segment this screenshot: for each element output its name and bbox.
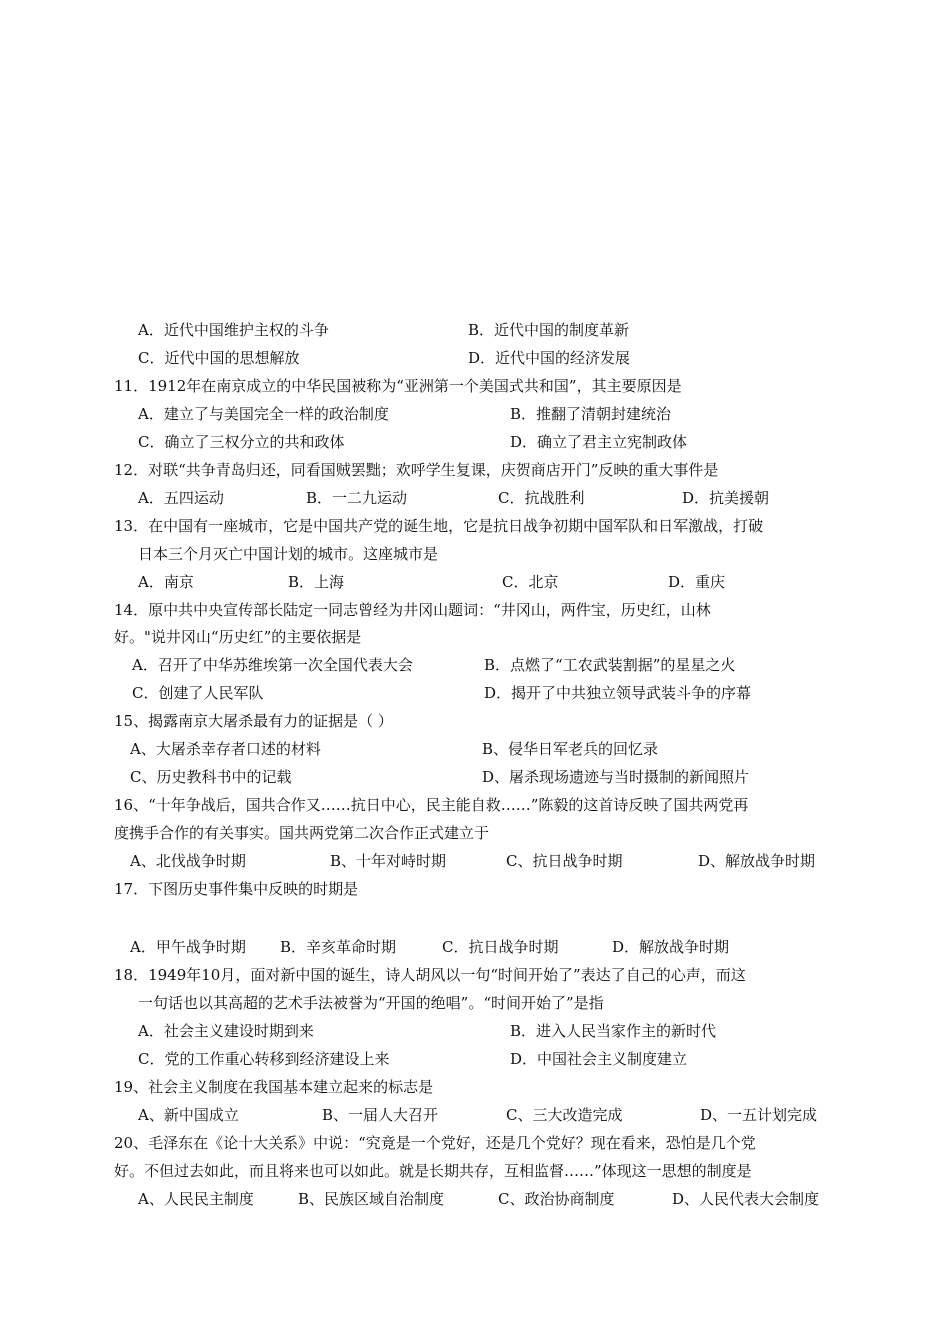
q15-option-a: A、大屠杀幸存者口述的材料 [130, 740, 321, 758]
q11-option-a: A．建立了与美国完全一样的政治制度 [138, 405, 389, 423]
q17-option-b: B．辛亥革命时期 [280, 938, 397, 956]
q14-stem-line2: 好。"说井冈山“历史红”的主要依据是 [114, 628, 362, 646]
q12-option-a: A．五四运动 [138, 489, 224, 507]
q18-stem-line1: 18．1949年10月，面对新中国的诞生，诗人胡风以一句“时间开始了”表达了自己的心声，而这 [114, 966, 746, 984]
q11-stem: 11．1912年在南京成立的中华民国被称为“亚洲第一个美国式共和国”，其主要原因是 [114, 377, 682, 395]
q14-option-d: D．揭开了中共独立领导武装斗争的序幕 [484, 684, 752, 702]
q16-stem-line2: 度携手合作的有关事实。国共两党第二次合作正式建立于 [114, 824, 490, 842]
q12-option-b: B．一二九运动 [306, 489, 408, 507]
q19-option-c: C、三大改造完成 [506, 1106, 623, 1124]
q10-option-a: A．近代中国维护主权的斗争 [138, 321, 329, 339]
q20-option-b: B、民族区域自治制度 [298, 1190, 445, 1208]
q13-stem-line2: 日本三个月灭亡中国计划的城市。这座城市是 [138, 545, 439, 563]
q20-stem-line1: 20、毛泽东在《论十大关系》中说：“究竟是一个党好，还是几个党好？现在看来，恐怕是几个党 [114, 1134, 756, 1152]
q18-stem-line2: 一句话也以其高超的艺术手法被誉为“开国的绝唱”。“时间开始了”是指 [138, 994, 604, 1012]
q11-option-b: B．推翻了清朝封建统治 [510, 405, 672, 423]
q19-stem: 19、社会主义制度在我国基本建立起来的标志是 [114, 1078, 434, 1096]
q15-option-c: C、历史教科书中的记载 [130, 768, 292, 786]
q19-option-d: D、一五计划完成 [700, 1106, 818, 1124]
q16-option-b: B、十年对峙时期 [330, 852, 447, 870]
q11-option-d: D．确立了君主立宪制政体 [510, 433, 688, 451]
q15-option-d: D、屠杀现场遗迹与当时摄制的新闻照片 [482, 768, 750, 786]
q20-stem-line2: 好。不但过去如此，而且将来也可以如此。就是长期共存，互相监督……”体现这一思想的制度是 [114, 1162, 752, 1180]
q11-option-c: C．确立了三权分立的共和政体 [138, 433, 345, 451]
q13-option-b: B．上海 [288, 573, 345, 591]
q20-option-c: C、政治协商制度 [498, 1190, 615, 1208]
q19-option-b: B、一届人大召开 [322, 1106, 439, 1124]
q10-option-d: D．近代中国的经济发展 [468, 349, 631, 367]
q17-option-a: A．甲午战争时期 [130, 938, 246, 956]
q16-stem-line1: 16、“十年争战后，国共合作又……抗日中心，民主能自救……”陈毅的这首诗反映了国共两党再 [114, 796, 749, 814]
q16-option-d: D、解放战争时期 [698, 852, 816, 870]
q14-option-a: A．召开了中华苏维埃第一次全国代表大会 [132, 656, 413, 674]
q17-option-c: C．抗日战争时期 [442, 938, 559, 956]
q13-option-c: C．北京 [502, 573, 559, 591]
q12-option-d: D．抗美援朝 [682, 489, 770, 507]
q19-option-a: A、新中国成立 [138, 1106, 239, 1124]
q16-option-c: C、抗日战争时期 [506, 852, 623, 870]
q15-stem: 15、揭露南京大屠杀最有力的证据是（ ） [114, 712, 393, 730]
q20-option-d: D、人民代表大会制度 [672, 1190, 820, 1208]
q14-stem-line1: 14．原中共中央宣传部长陆定一同志曾经为井冈山题词：“井冈山，两件宝，历史红，山林 [114, 601, 711, 619]
q12-stem: 12．对联“共争青岛归还，同看国贼罢黜；欢呼学生复课，庆贺商店开门”反映的重大事件是 [114, 461, 719, 479]
q17-option-d: D．解放战争时期 [612, 938, 730, 956]
q18-option-b: B．进入人民当家作主的新时代 [510, 1022, 717, 1040]
q18-option-d: D．中国社会主义制度建立 [510, 1050, 688, 1068]
q18-option-c: C．党的工作重心转移到经济建设上来 [138, 1050, 390, 1068]
q18-option-a: A．社会主义建设时期到来 [138, 1022, 314, 1040]
q12-option-c: C．抗战胜利 [498, 489, 585, 507]
q10-option-c: C．近代中国的思想解放 [138, 349, 300, 367]
q15-option-b: B、侵华日军老兵的回忆录 [482, 740, 659, 758]
q16-option-a: A、北伐战争时期 [130, 852, 246, 870]
q14-option-c: C．创建了人民军队 [132, 684, 264, 702]
q14-option-b: B．点燃了“工农武装割据”的星星之火 [484, 656, 736, 674]
q17-stem: 17．下图历史事件集中反映的时期是 [114, 880, 359, 898]
q13-stem-line1: 13．在中国有一座城市，它是中国共产党的诞生地，它是抗日战争初期中国军队和日军激战，打破 [114, 517, 764, 535]
q13-option-a: A．南京 [138, 573, 194, 591]
q20-option-a: A、人民民主制度 [138, 1190, 254, 1208]
q10-option-b: B．近代中国的制度革新 [468, 321, 630, 339]
q13-option-d: D．重庆 [668, 573, 726, 591]
